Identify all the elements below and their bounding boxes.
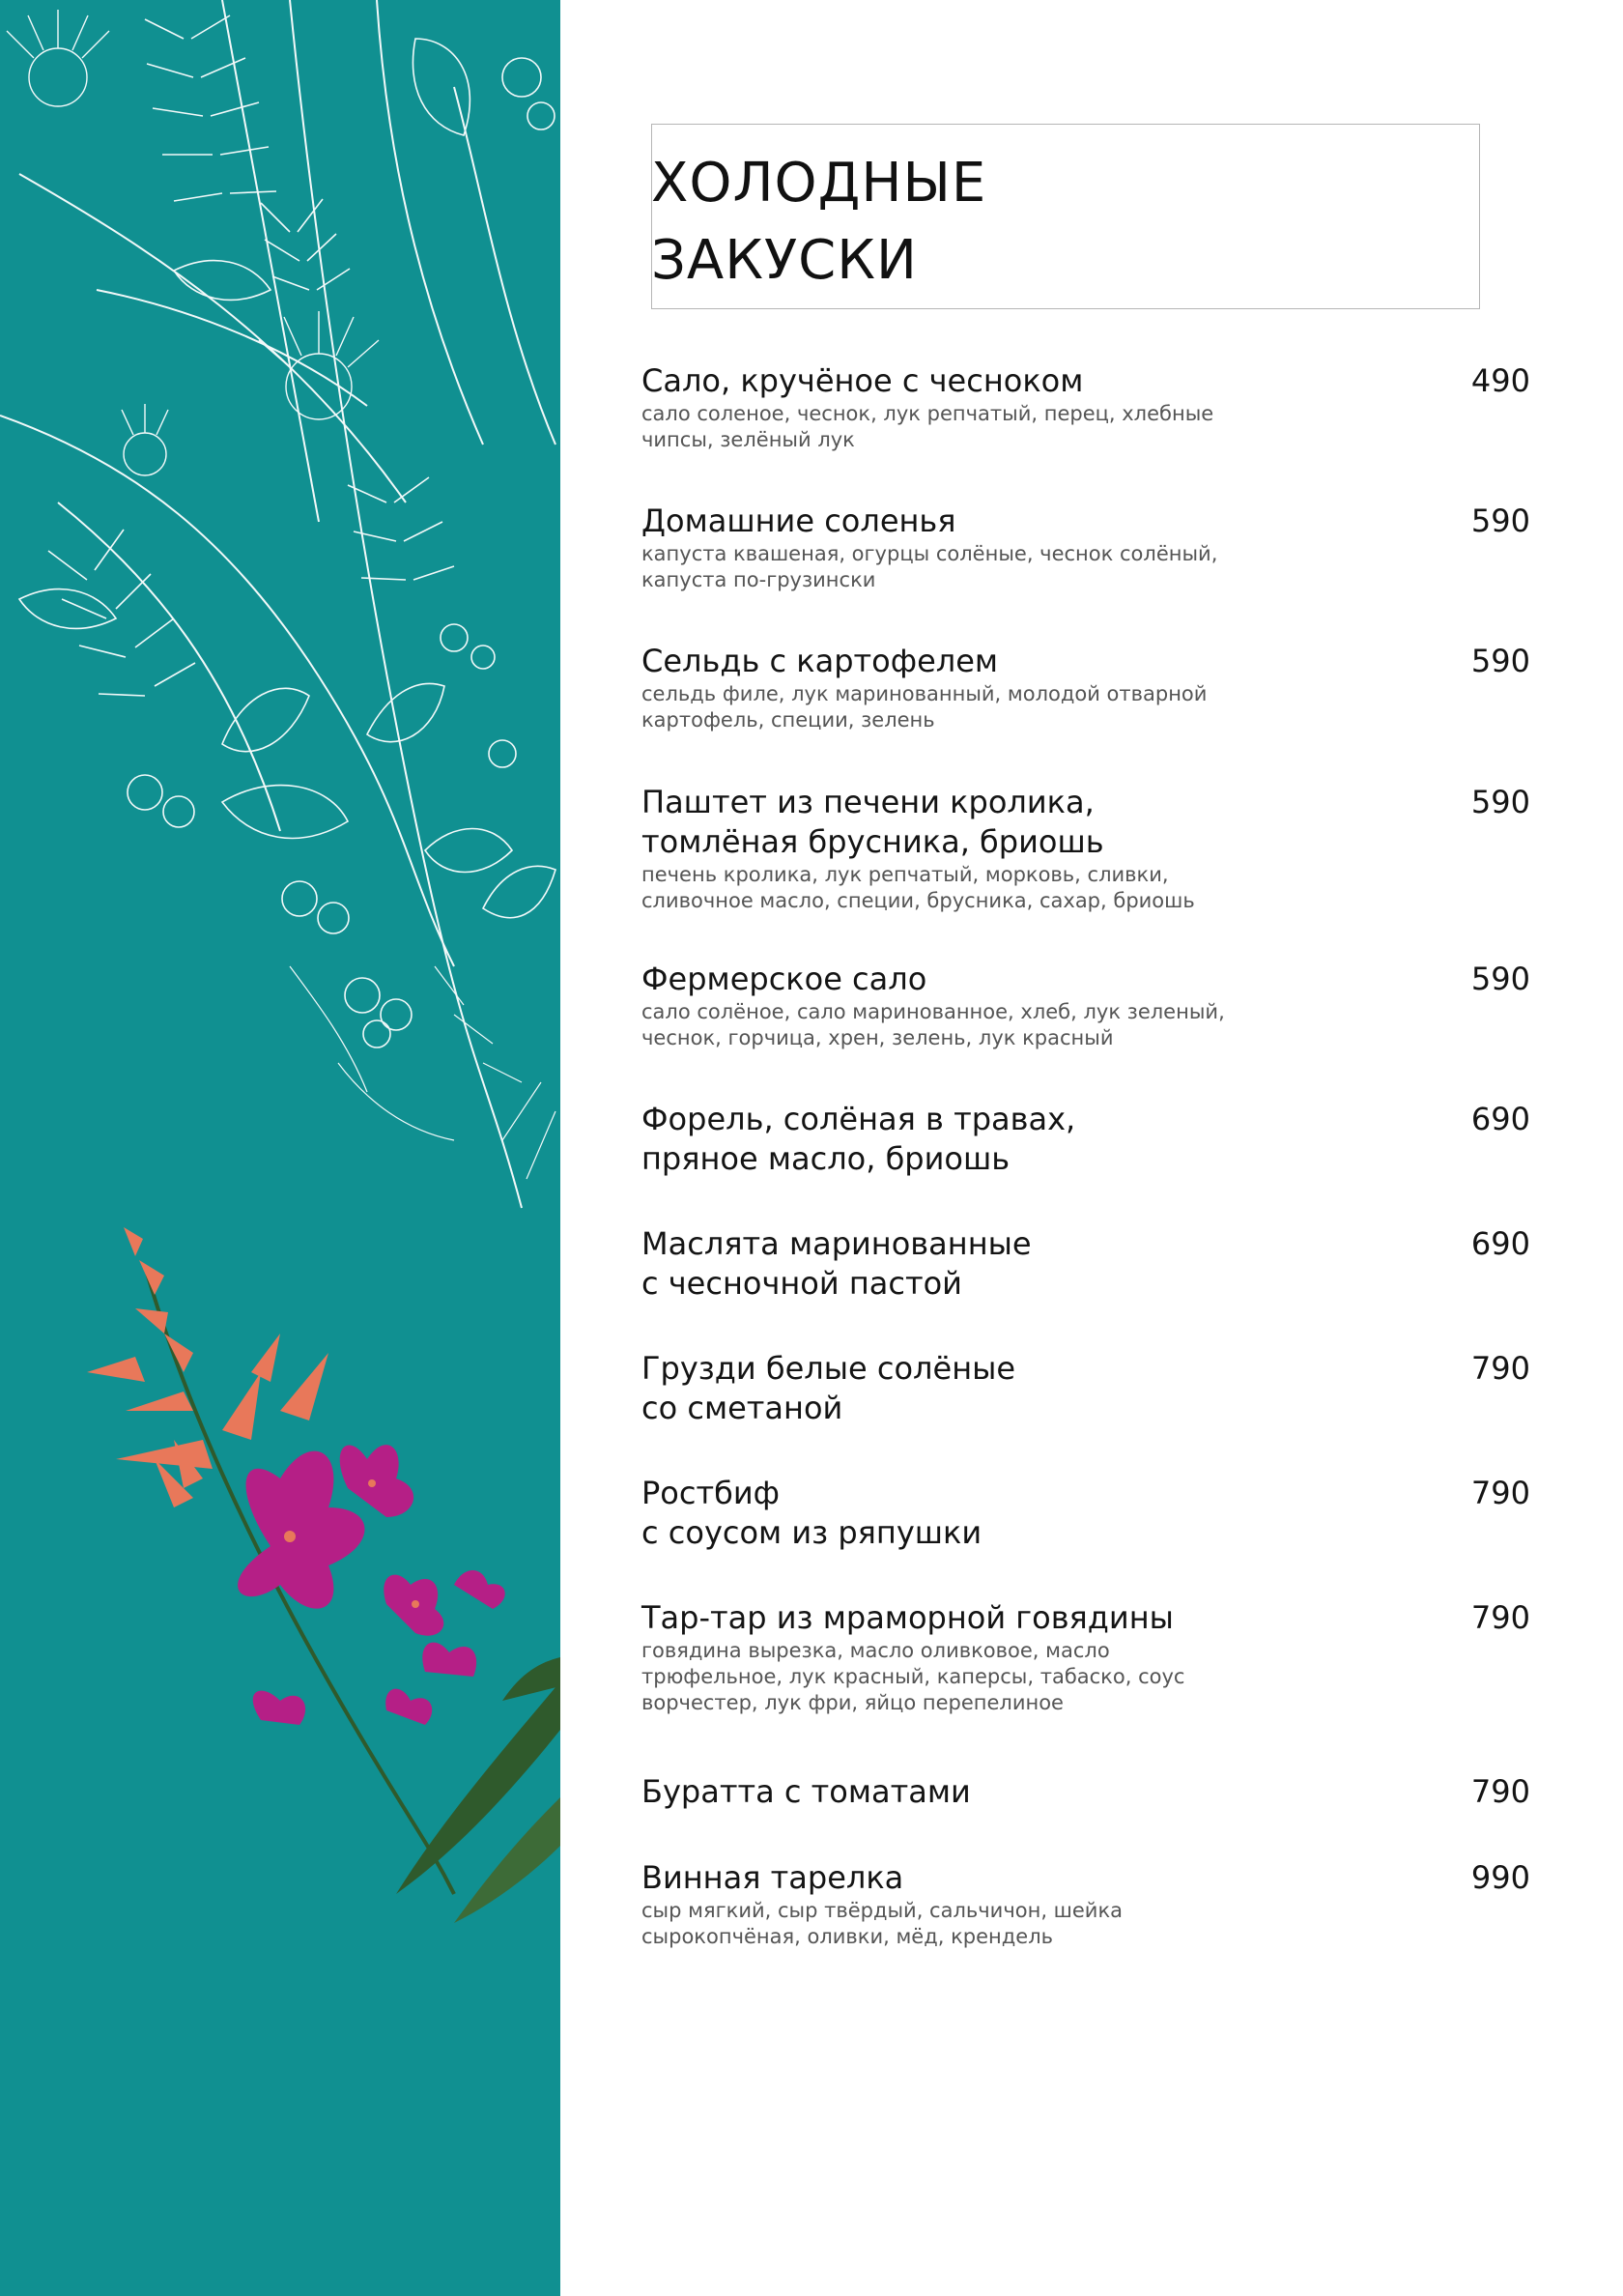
item-name: Буратта с томатами (641, 1773, 971, 1810)
item-description: сельдь филе, лук маринованный, молодой отварной картофель, специи, зелень (641, 682, 1208, 732)
menu-item (641, 642, 1530, 733)
item-name: Тар-тар из мраморной говядины (641, 1599, 1174, 1636)
botanical-illustration (0, 0, 560, 2296)
menu-item (641, 1858, 1530, 1950)
page-title (651, 145, 986, 300)
title-line-1: ХОЛОДНЫЕ (651, 152, 987, 215)
item-price: 590 (1470, 502, 1530, 539)
item-price: 590 (1470, 961, 1530, 997)
title-line-2: ЗАКУСКИ (651, 229, 918, 292)
menu-item (641, 960, 1530, 1051)
item-name: Фермерское сало (641, 961, 927, 997)
item-price: 790 (1470, 1475, 1530, 1511)
botanical-side-panel (0, 0, 560, 2296)
menu-item (641, 361, 1530, 453)
herb-line-art (0, 0, 555, 1208)
item-price: 790 (1470, 1773, 1530, 1810)
item-price: 790 (1470, 1350, 1530, 1387)
item-name: Паштет из печени кролика, томлёная брусника, бриошь (641, 784, 1104, 860)
item-price: 690 (1470, 1101, 1530, 1137)
item-price: 690 (1470, 1225, 1530, 1262)
menu-item (641, 1349, 1530, 1428)
menu-item (641, 1100, 1530, 1179)
item-name: Винная тарелка (641, 1859, 904, 1896)
menu-item (641, 502, 1530, 593)
item-name: Домашние соленья (641, 502, 956, 539)
item-name: Грузди белые солёные со сметаной (641, 1350, 1016, 1426)
menu-item (641, 1772, 1530, 1812)
item-description: сало соленое, чеснок, лук репчатый, перец, хлебные чипсы, зелёный лук (641, 402, 1214, 451)
item-price: 590 (1470, 784, 1530, 820)
item-name: Форель, солёная в травах, пряное масло, бриошь (641, 1101, 1076, 1177)
item-name: Сельдь с картофелем (641, 643, 999, 679)
menu-item (641, 1474, 1530, 1553)
item-description: печень кролика, лук репчатый, морковь, сливки, сливочное масло, специи, брусника, сахар, бриошь (641, 863, 1195, 912)
item-price: 590 (1470, 643, 1530, 679)
item-description: капуста квашеная, огурцы солёные, чеснок солёный, капуста по-грузински (641, 542, 1218, 591)
fireweed-flower (87, 1227, 560, 1923)
menu-item (641, 1224, 1530, 1304)
item-name: Ростбиф с соусом из ряпушки (641, 1475, 982, 1551)
item-price: 990 (1470, 1859, 1530, 1896)
item-description: говядина вырезка, масло оливковое, масло трюфельное, лук красный, каперсы, табаско, соус ворчестер, лук фри, яйцо перепелиное (641, 1639, 1185, 1714)
item-price: 790 (1470, 1599, 1530, 1636)
item-description: сыр мягкий, сыр твёрдый, сальчичон, шейка сырокопчёная, оливки, мёд, крендель (641, 1899, 1124, 1948)
menu-item (641, 1598, 1530, 1716)
item-name: Маслята маринованные с чесночной пастой (641, 1225, 1032, 1302)
item-description: сало солёное, сало маринованное, хлеб, лук зеленый, чеснок, горчица, хрен, зелень, лук красный (641, 1000, 1225, 1049)
item-name: Сало, кручёное с чесноком (641, 362, 1084, 399)
item-price: 490 (1470, 362, 1530, 399)
menu-item (641, 783, 1530, 914)
